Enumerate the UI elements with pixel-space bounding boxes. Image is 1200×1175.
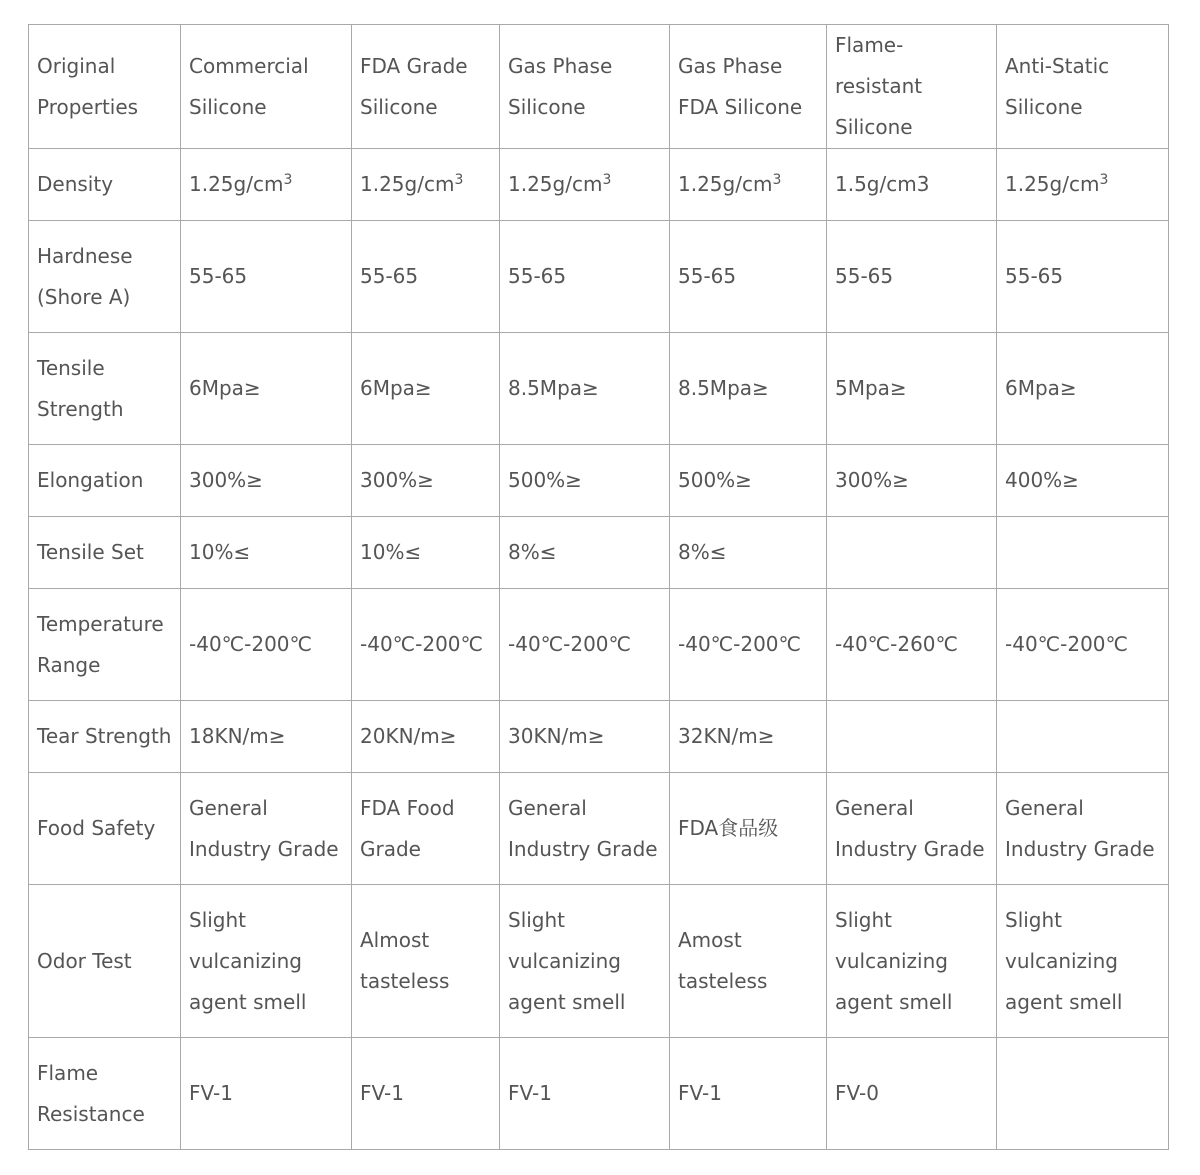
row-label-hardness: Hardnese (Shore A) — [29, 221, 181, 333]
table-cell: 55-65 — [500, 221, 670, 333]
table-cell: -40℃-260℃ — [827, 589, 997, 701]
table-cell: 55-65 — [181, 221, 352, 333]
table-row-tensile-strength — [29, 333, 1169, 445]
table-cell: 300%≥ — [827, 445, 997, 517]
table-cell: General Industry Grade — [500, 773, 670, 885]
table-cell: Almost tasteless — [352, 885, 500, 1038]
properties-table — [28, 24, 1169, 1150]
header-cell-commercial-silicone: Commercial Silicone — [181, 25, 352, 149]
table-row-odor-test — [29, 885, 1169, 1038]
row-label-odor-test: Odor Test — [29, 885, 181, 1038]
table-cell: 18KN/m≥ — [181, 701, 352, 773]
superscript: 3 — [454, 172, 464, 188]
cell-value: 1.25g/cm — [1005, 172, 1100, 196]
table-cell: 10%≤ — [352, 517, 500, 589]
table-cell: Amost tasteless — [670, 885, 827, 1038]
header-cell-original-properties: Original Properties — [29, 25, 181, 149]
table-cell: 32KN/m≥ — [670, 701, 827, 773]
table-cell — [352, 149, 500, 221]
table-row-hardness — [29, 221, 1169, 333]
cell-value: 1.25g/cm — [360, 172, 455, 196]
table-cell: 5Mpa≥ — [827, 333, 997, 445]
cell-value: 1.25g/cm — [508, 172, 603, 196]
table-cell — [181, 149, 352, 221]
row-label-tear-strength: Tear Strength — [29, 701, 181, 773]
table-cell: 6Mpa≥ — [352, 333, 500, 445]
table-row-elongation — [29, 445, 1169, 517]
header-cell-anti-static-silicone: Anti-Static Silicone — [997, 25, 1169, 149]
table-cell: Slight vulcanizing agent smell — [181, 885, 352, 1038]
table-cell: FV-1 — [181, 1038, 352, 1150]
table-cell: -40℃-200℃ — [181, 589, 352, 701]
table-cell: 1.5g/cm3 — [827, 149, 997, 221]
row-label-food-safety: Food Safety — [29, 773, 181, 885]
header-row — [29, 25, 1169, 149]
header-cell-flame-resistant-silicone: Flame-resistant Silicone — [827, 25, 997, 149]
table-cell: 6Mpa≥ — [997, 333, 1169, 445]
table-cell: 8.5Mpa≥ — [500, 333, 670, 445]
table-cell: 55-65 — [352, 221, 500, 333]
row-label-density: Density — [29, 149, 181, 221]
table-row-tear-strength — [29, 701, 1169, 773]
table-cell: 400%≥ — [997, 445, 1169, 517]
table-cell: 300%≥ — [352, 445, 500, 517]
table-cell: -40℃-200℃ — [500, 589, 670, 701]
table-cell: General Industry Grade — [181, 773, 352, 885]
table-cell: Slight vulcanizing agent smell — [997, 885, 1169, 1038]
table-cell: 8%≤ — [500, 517, 670, 589]
table-cell — [997, 701, 1169, 773]
table-row-density — [29, 149, 1169, 221]
cell-value: 1.25g/cm — [678, 172, 773, 196]
table-cell: General Industry Grade — [997, 773, 1169, 885]
table-cell: FV-1 — [352, 1038, 500, 1150]
table-cell — [997, 1038, 1169, 1150]
superscript: 3 — [772, 172, 782, 188]
table-cell — [997, 517, 1169, 589]
table-cell — [500, 149, 670, 221]
table-row-tensile-set — [29, 517, 1169, 589]
header-cell-gas-phase-silicone: Gas Phase Silicone — [500, 25, 670, 149]
table-cell: 55-65 — [670, 221, 827, 333]
row-label-flame-resistance: Flame Resistance — [29, 1038, 181, 1150]
table-cell: FDA食品级 — [670, 773, 827, 885]
table-row-temperature-range — [29, 589, 1169, 701]
table-cell — [670, 149, 827, 221]
table-cell: Slight vulcanizing agent smell — [500, 885, 670, 1038]
table-cell: FV-1 — [670, 1038, 827, 1150]
table-cell — [827, 517, 997, 589]
table-cell: Slight vulcanizing agent smell — [827, 885, 997, 1038]
table-cell: -40℃-200℃ — [670, 589, 827, 701]
superscript: 3 — [1099, 172, 1109, 188]
table-cell: 20KN/m≥ — [352, 701, 500, 773]
table-cell — [997, 149, 1169, 221]
table-cell: 55-65 — [997, 221, 1169, 333]
table-cell: -40℃-200℃ — [997, 589, 1169, 701]
table-cell: FV-1 — [500, 1038, 670, 1150]
table-cell: 30KN/m≥ — [500, 701, 670, 773]
table-cell: 10%≤ — [181, 517, 352, 589]
table-cell: 300%≥ — [181, 445, 352, 517]
table-cell: General Industry Grade — [827, 773, 997, 885]
table-cell: 500%≥ — [500, 445, 670, 517]
table-cell: 55-65 — [827, 221, 997, 333]
row-label-temperature-range: Temperature Range — [29, 589, 181, 701]
table-cell: 8.5Mpa≥ — [670, 333, 827, 445]
row-label-tensile-strength: Tensile Strength — [29, 333, 181, 445]
table-row-flame-resistance — [29, 1038, 1169, 1150]
header-cell-gas-phase-fda-silicone: Gas Phase FDA Silicone — [670, 25, 827, 149]
row-label-tensile-set: Tensile Set — [29, 517, 181, 589]
cell-value: 1.25g/cm — [189, 172, 284, 196]
table-cell — [827, 701, 997, 773]
table-cell: 6Mpa≥ — [181, 333, 352, 445]
row-label-elongation: Elongation — [29, 445, 181, 517]
superscript: 3 — [283, 172, 293, 188]
table-cell: FDA Food Grade — [352, 773, 500, 885]
table-row-food-safety — [29, 773, 1169, 885]
header-cell-fda-grade-silicone: FDA Grade Silicone — [352, 25, 500, 149]
superscript: 3 — [602, 172, 612, 188]
table-cell: 8%≤ — [670, 517, 827, 589]
table-cell: FV-0 — [827, 1038, 997, 1150]
table-cell: 500%≥ — [670, 445, 827, 517]
table-cell: -40℃-200℃ — [352, 589, 500, 701]
